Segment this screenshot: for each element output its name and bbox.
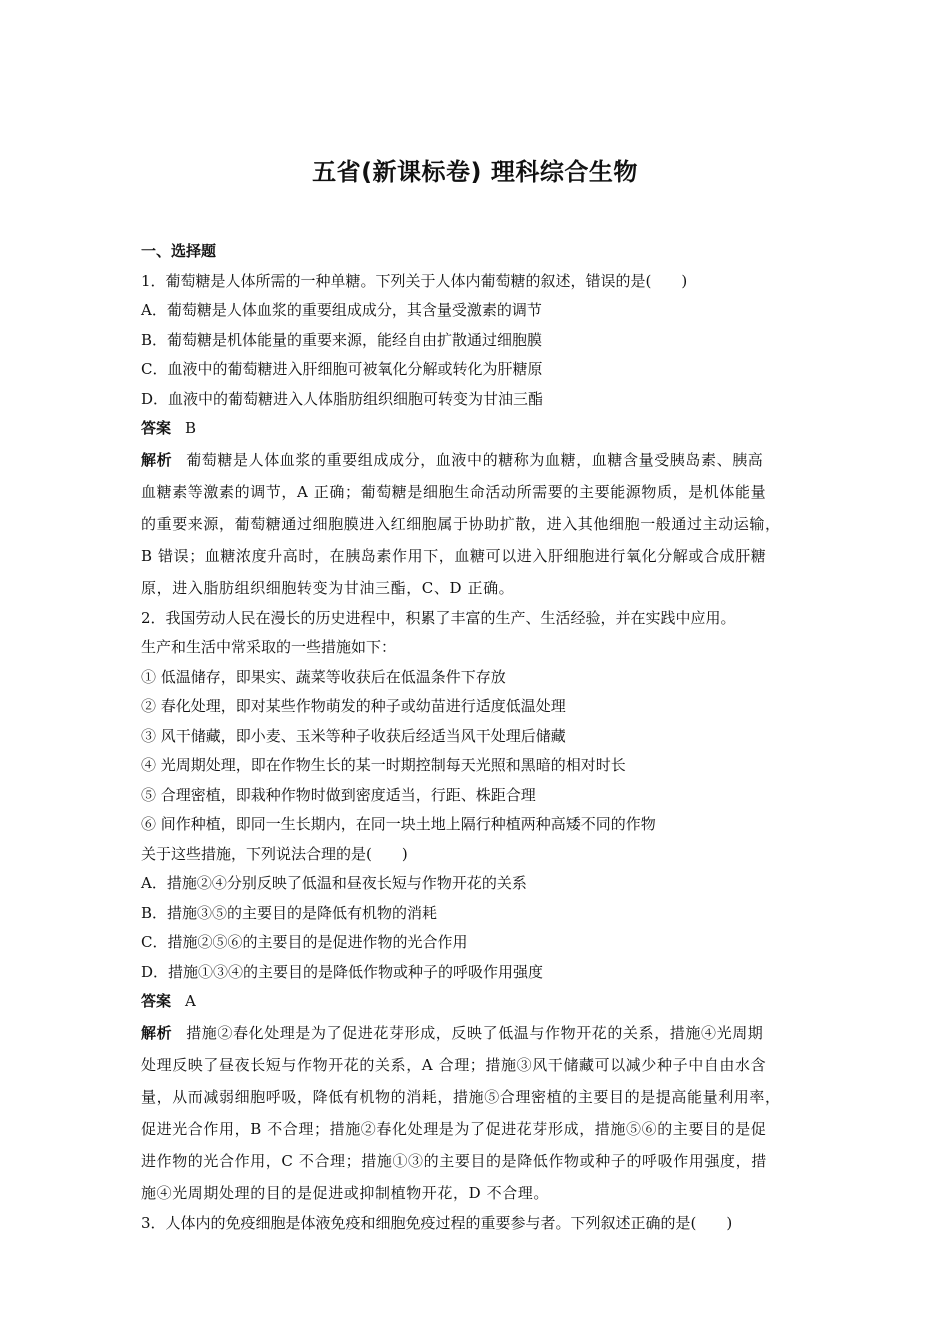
- answer-label: 答案: [141, 419, 172, 437]
- measure-item: ⑥ 间作种植，即同一生长期内，在同一块土地上隔行种植两种高矮不同的作物: [141, 815, 656, 833]
- question-1-answer: [141, 414, 817, 444]
- answer-value: B: [185, 419, 197, 437]
- question-1-stem: 1．葡萄糖是人体所需的一种单糖。下列关于人体内葡萄糖的叙述，错误的是( ): [141, 271, 688, 290]
- question-2-stem: 2．我国劳动人民在漫长的历史进程中，积累了丰富的生产、生活经验，并在实践中应用。: [141, 608, 736, 627]
- analysis-line: 进作物的光合作用，C 不合理；措施①③的主要目的是降低作物或种子的呼吸作用强度，措: [141, 1151, 767, 1170]
- question-2-option-c: C．措施②⑤⑥的主要目的是促进作物的光合作用: [141, 933, 468, 951]
- question-1-analysis: [141, 444, 817, 604]
- analysis-line: 促进光合作用，B 不合理；措施②春化处理是为了促进花芽形成，措施⑤⑥的主要目的是促: [141, 1119, 767, 1138]
- analysis-line: B 错误；血糖浓度升高时，在胰岛素作用下，血糖可以进入肝细胞进行氧化分解或合成肝糖: [141, 546, 767, 565]
- answer-value: A: [185, 992, 196, 1010]
- analysis-line: 施④光周期处理的目的是促进或抑制植物开花，D 不合理。: [141, 1183, 549, 1202]
- analysis-line: 原，进入脂肪组织细胞转变为甘油三酯，C、D 正确。: [141, 578, 515, 597]
- question-1-option-d: D．血液中的葡萄糖进入人体脂肪组织细胞可转变为甘油三酯: [141, 389, 544, 408]
- question-2-analysis: [141, 1017, 817, 1209]
- question-2-option-b: B．措施③⑤的主要目的是降低有机物的消耗: [141, 903, 438, 922]
- analysis-line: 的重要来源，葡萄糖通过细胞膜进入红细胞属于协助扩散，进入其他细胞一般通过主动运输，: [141, 514, 781, 533]
- measure-item: ① 低温储存，即果实、蔬菜等收获后在低温条件下存放: [141, 667, 506, 686]
- document-body: [141, 237, 817, 1238]
- analysis-line: 血糖素等激素的调节，A 正确；葡萄糖是细胞生命活动所需要的主要能源物质，是机体能量: [141, 482, 767, 501]
- question-1: [141, 267, 817, 604]
- measure-item: ③ 风干储藏，即小麦、玉米等种子收获后经适当风干处理后储藏: [141, 726, 566, 745]
- analysis-label: 解析: [141, 1023, 173, 1042]
- measure-item: ⑤ 合理密植，即栽种作物时做到密度适当，行距、株距合理: [141, 785, 536, 804]
- question-2-option-a: A．措施②④分别反映了低温和昼夜长短与作物开花的关系: [141, 874, 527, 892]
- question-3-stem: 3．人体内的免疫细胞是体液免疫和细胞免疫过程的重要参与者。下列叙述正确的是( ): [141, 1213, 733, 1232]
- analysis-label: 解析: [141, 450, 173, 469]
- question-2-question: 关于这些措施，下列说法合理的是( ): [141, 844, 408, 863]
- question-1-option-a: A．葡萄糖是人体血浆的重要组成成分，其含量受激素的调节: [141, 301, 542, 319]
- measure-item: ④ 光周期处理，即在作物生长的某一时期控制每天光照和黑暗的相对时长: [141, 756, 626, 774]
- question-1-option-b: B．葡萄糖是机体能量的重要来源，能经自由扩散通过细胞膜: [141, 330, 543, 349]
- analysis-line: 处理反映了昼夜长短与作物开花的关系，A 合理；措施③风干储藏可以减少种子中自由水含: [141, 1055, 767, 1074]
- page-title: 五省(新课标卷) 理科综合生物: [312, 158, 638, 186]
- question-2-stem: 生产和生活中常采取的一些措施如下：: [141, 638, 397, 656]
- question-1-option-c: C．血液中的葡萄糖进入肝细胞可被氧化分解或转化为肝糖原: [141, 360, 543, 378]
- answer-label: 答案: [141, 992, 172, 1010]
- question-2-option-d: D．措施①③④的主要目的是降低作物或种子的呼吸作用强度: [141, 962, 544, 981]
- question-3: [141, 1209, 817, 1239]
- section-heading: 一、选择题: [141, 242, 217, 260]
- question-2-answer: [141, 987, 817, 1017]
- analysis-line: 量，从而减弱细胞呼吸，降低有机物的消耗，措施⑤合理密植的主要目的是提高能量利用率，: [141, 1087, 781, 1106]
- measure-item: ② 春化处理，即对某些作物萌发的种子或幼苗进行适度低温处理: [141, 697, 566, 715]
- question-2: [141, 604, 817, 1209]
- analysis-line: 解析 措施②春化处理是为了促进花芽形成，反映了低温与作物开花的关系，措施④光周期: [141, 1023, 764, 1042]
- analysis-line: 解析 葡萄糖是人体血浆的重要组成成分，血液中的糖称为血糖，血糖含量受胰岛素、胰高: [141, 450, 764, 469]
